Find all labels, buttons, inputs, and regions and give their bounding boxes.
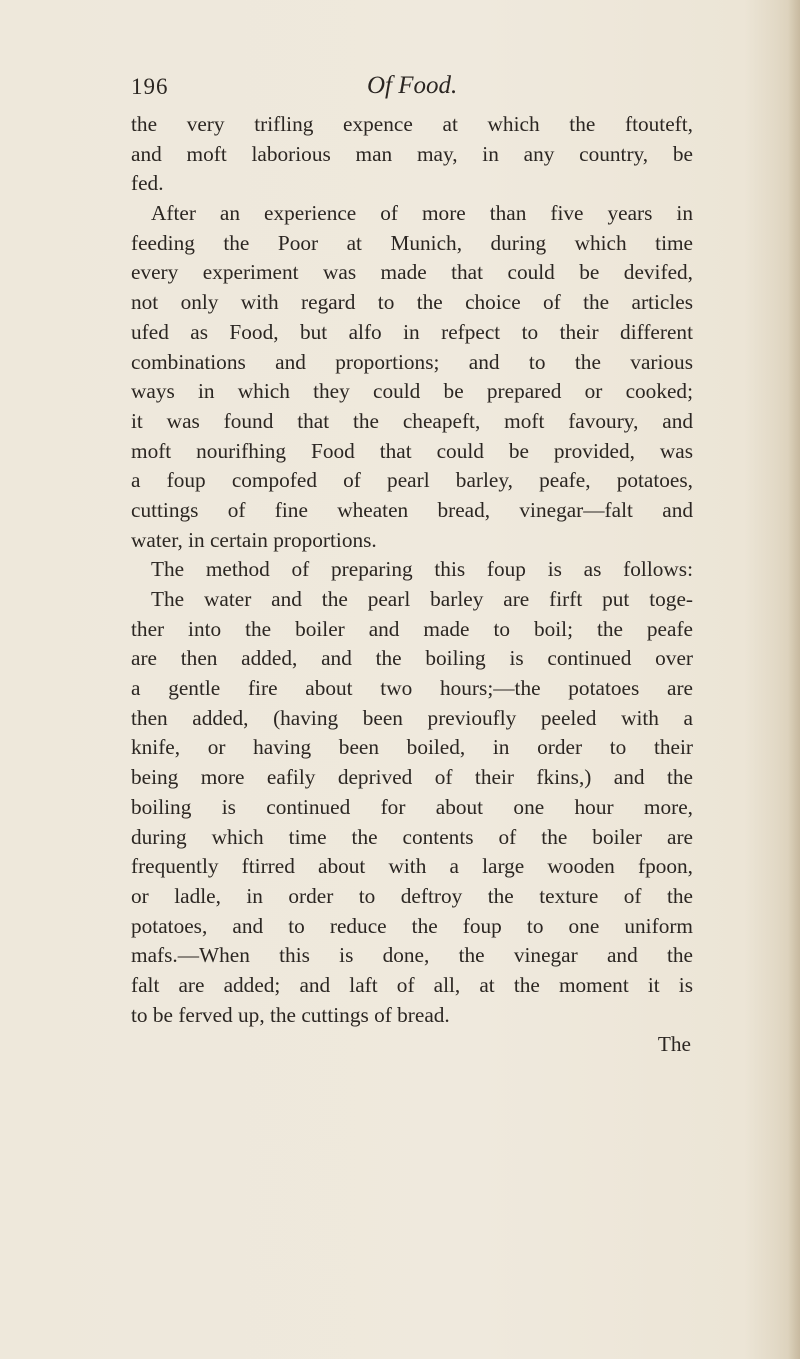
text-line: ufed as Food, but alfo in refpect to their different xyxy=(131,319,693,344)
text-line: After an experience of more than five years in xyxy=(151,201,693,226)
text-line: potatoes, and to reduce the foup to one uniform xyxy=(131,913,693,938)
text-line: The method of preparing this foup is as follows: xyxy=(151,557,693,582)
catchword: The xyxy=(657,1032,691,1057)
text-line: cuttings of fine wheaten bread, vinegar—falt and xyxy=(131,497,693,522)
running-head: Of Food. xyxy=(367,72,458,99)
text-line: are then added, and the boiling is continued over xyxy=(131,646,693,671)
text-line: not only with regard to the choice of the articles xyxy=(131,290,693,315)
text-line: ther into the boiler and made to boil; the peafe xyxy=(131,616,693,641)
text-line: and moft laborious man may, in any country, be xyxy=(131,141,693,166)
body-text xyxy=(131,110,693,1060)
text-line: being more eafily deprived of their fkins,) and the xyxy=(131,765,693,790)
text-line: falt are added; and laft of all, at the moment it is xyxy=(131,972,693,997)
text-line: knife, or having been boiled, in order to their xyxy=(131,735,693,760)
text-line: it was found that the cheapeft, moft favoury, and xyxy=(131,408,693,433)
text-line: The water and the pearl barley are firft put toge- xyxy=(151,587,693,611)
text-line: mafs.—When this is done, the vinegar and the xyxy=(131,943,693,968)
text-line: then added, (having been previoufly peeled with a xyxy=(131,705,693,730)
text-line: to be ferved up, the cuttings of bread. xyxy=(131,1002,450,1027)
text-line: ways in which they could be prepared or cooked; xyxy=(131,379,693,404)
text-line: during which time the contents of the boiler are xyxy=(131,824,693,849)
text-line: feeding the Poor at Munich, during which time xyxy=(131,230,693,255)
page-number: 196 xyxy=(131,74,169,99)
text-line: the very trifling expence at which the ftouteft, xyxy=(131,112,693,136)
text-line: a gentle fire about two hours;—the potatoes are xyxy=(131,676,693,701)
text-line: combinations and proportions; and to the various xyxy=(131,349,693,374)
text-line: boiling is continued for about one hour more, xyxy=(131,794,693,819)
page-header xyxy=(131,70,691,110)
text-line: a foup compofed of pearl barley, peafe, potatoes, xyxy=(131,468,693,493)
text-line: or ladle, in order to deftroy the texture of the xyxy=(131,883,693,908)
page-edge-shadow xyxy=(788,0,800,1359)
text-line: frequently ftirred about with a large wooden fpoon, xyxy=(131,854,693,879)
text-line: water, in certain proportions. xyxy=(131,527,377,552)
text-line: every experiment was made that could be devifed, xyxy=(131,260,693,285)
text-line: fed. xyxy=(131,171,164,196)
text-line: moft nourifhing Food that could be provided, was xyxy=(131,438,693,463)
